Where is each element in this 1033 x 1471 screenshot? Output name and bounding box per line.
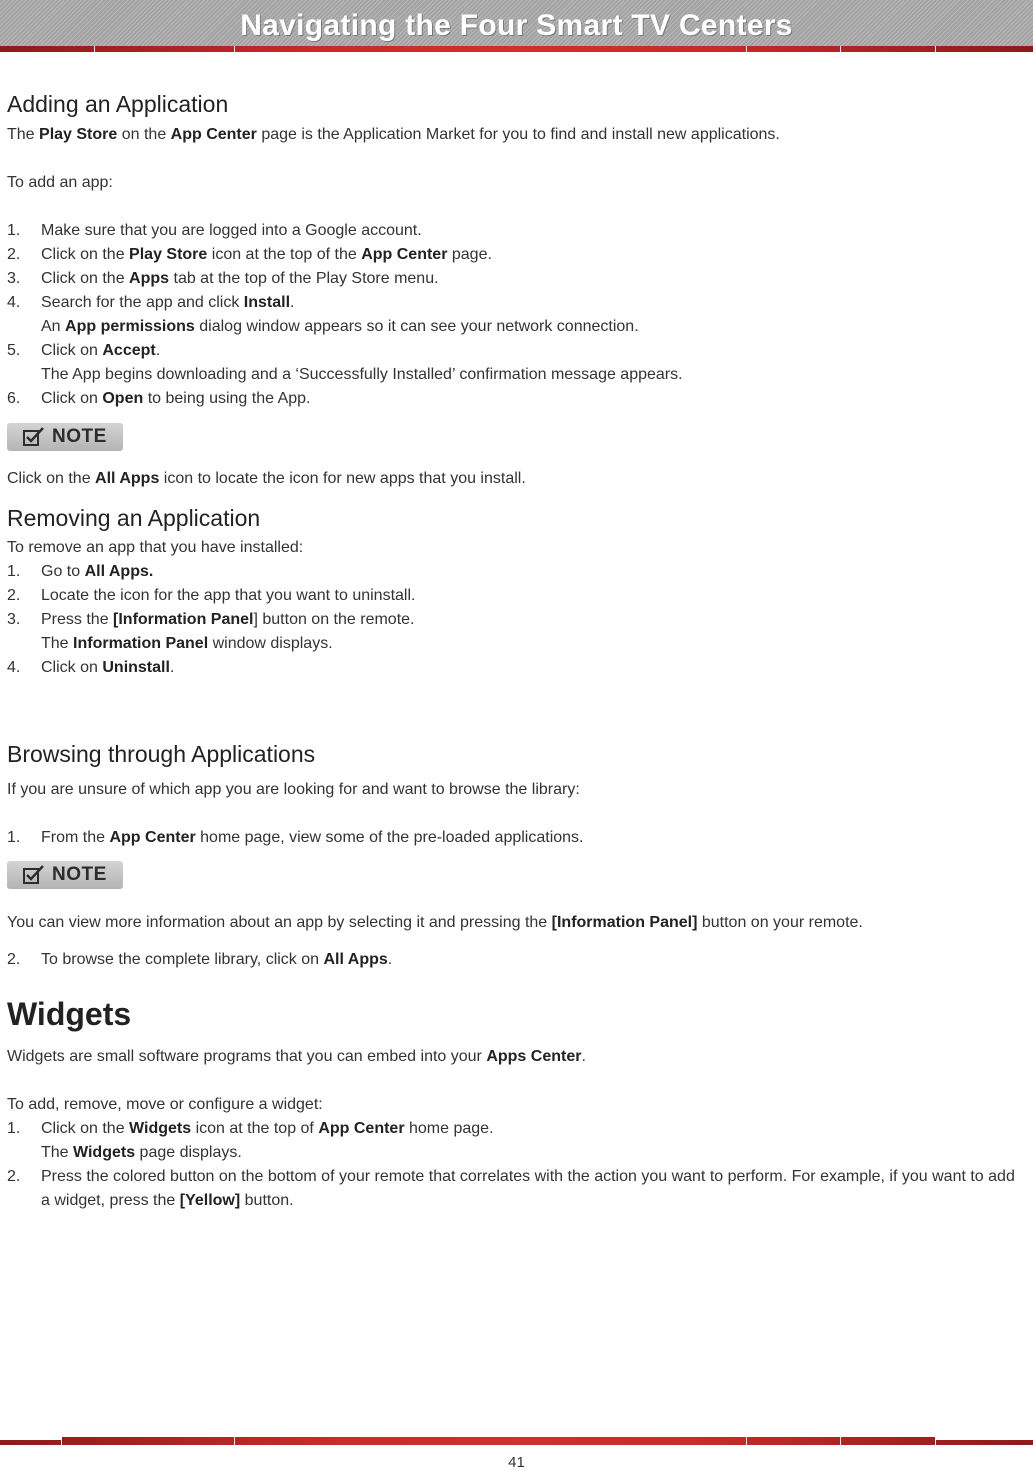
browsing-lead: If you are unsure of which app you are looking for and want to browse the library: [7,781,580,798]
section-heading-widgets: Widgets [7,996,132,1032]
page-header [0,0,1033,49]
widgets-intro: Widgets are small software programs that you can embed into your Apps Center. [7,1048,586,1065]
list-item: 1. Make sure that you are logged into a Google account. [7,222,422,239]
list-item: 3. Press the [Information Panel] button on the remote. [7,611,415,628]
note-label: NOTE [52,864,107,885]
list-item: 1. Click on the Widgets icon at the top of App Center home page. [7,1120,494,1137]
note-label: NOTE [52,426,107,447]
header-title: Navigating the Four Smart TV Centers [240,9,793,42]
page-content [7,88,1017,1213]
list-item: 2. Press the colored button on the bottom of your remote that correlates with the action you want to perform. For example, if you want to add a widget, press the [Yellow] button. [7,1168,1015,1209]
list-item: 4. Click on Uninstall. [7,659,175,676]
footer-red-bar [0,1437,1033,1445]
list-item: 2. To browse the complete library, click on All Apps. [7,951,393,968]
list-item: 2. Click on the Play Store icon at the top of the App Center page. [7,246,492,263]
removing-lead: To remove an app that you have installed: [7,539,304,556]
page-number: 41 [508,1454,525,1471]
list-item: 3. Click on the Apps tab at the top of the Play Store menu. [7,270,439,287]
list-item-detail: An App permissions dialog window appears so it can see your network connection. [41,318,639,335]
note-badge [7,861,123,889]
note-check-icon [23,865,45,885]
header-red-bar [0,46,1033,52]
adding-lead: To add an app: [7,174,113,191]
adding-intro: The Play Store on the App Center page is the Application Market for you to find and install new applications. [7,126,780,143]
list-item: 2. Locate the icon for the app that you want to uninstall. [7,587,416,604]
list-item: 1. From the App Center home page, view some of the pre-loaded applications. [7,829,584,846]
widgets-lead: To add, remove, move or configure a widget: [7,1096,323,1113]
section-heading-browsing: Browsing through Applications [7,741,316,767]
section-heading-removing: Removing an Application [7,505,261,531]
list-item-detail: The Widgets page displays. [41,1144,242,1161]
section-heading-adding: Adding an Application [7,91,229,117]
note-badge [7,423,123,451]
list-item: 5. Click on Accept. [7,342,161,359]
list-item: 6. Click on Open to being using the App. [7,390,311,407]
note-check-icon [23,427,45,447]
list-item-detail: The Information Panel window displays. [41,635,333,652]
list-item: 1. Go to All Apps. [7,563,154,580]
list-item-detail: The App begins downloading and a ‘Successfully Installed’ confirmation message appears. [41,366,683,383]
list-item: 4. Search for the app and click Install. [7,294,295,311]
browsing-note-text: You can view more information about an app by selecting it and pressing the [Information Panel] button on your remote. [7,914,863,931]
adding-note-text: Click on the All Apps icon to locate the icon for new apps that you install. [7,470,526,487]
